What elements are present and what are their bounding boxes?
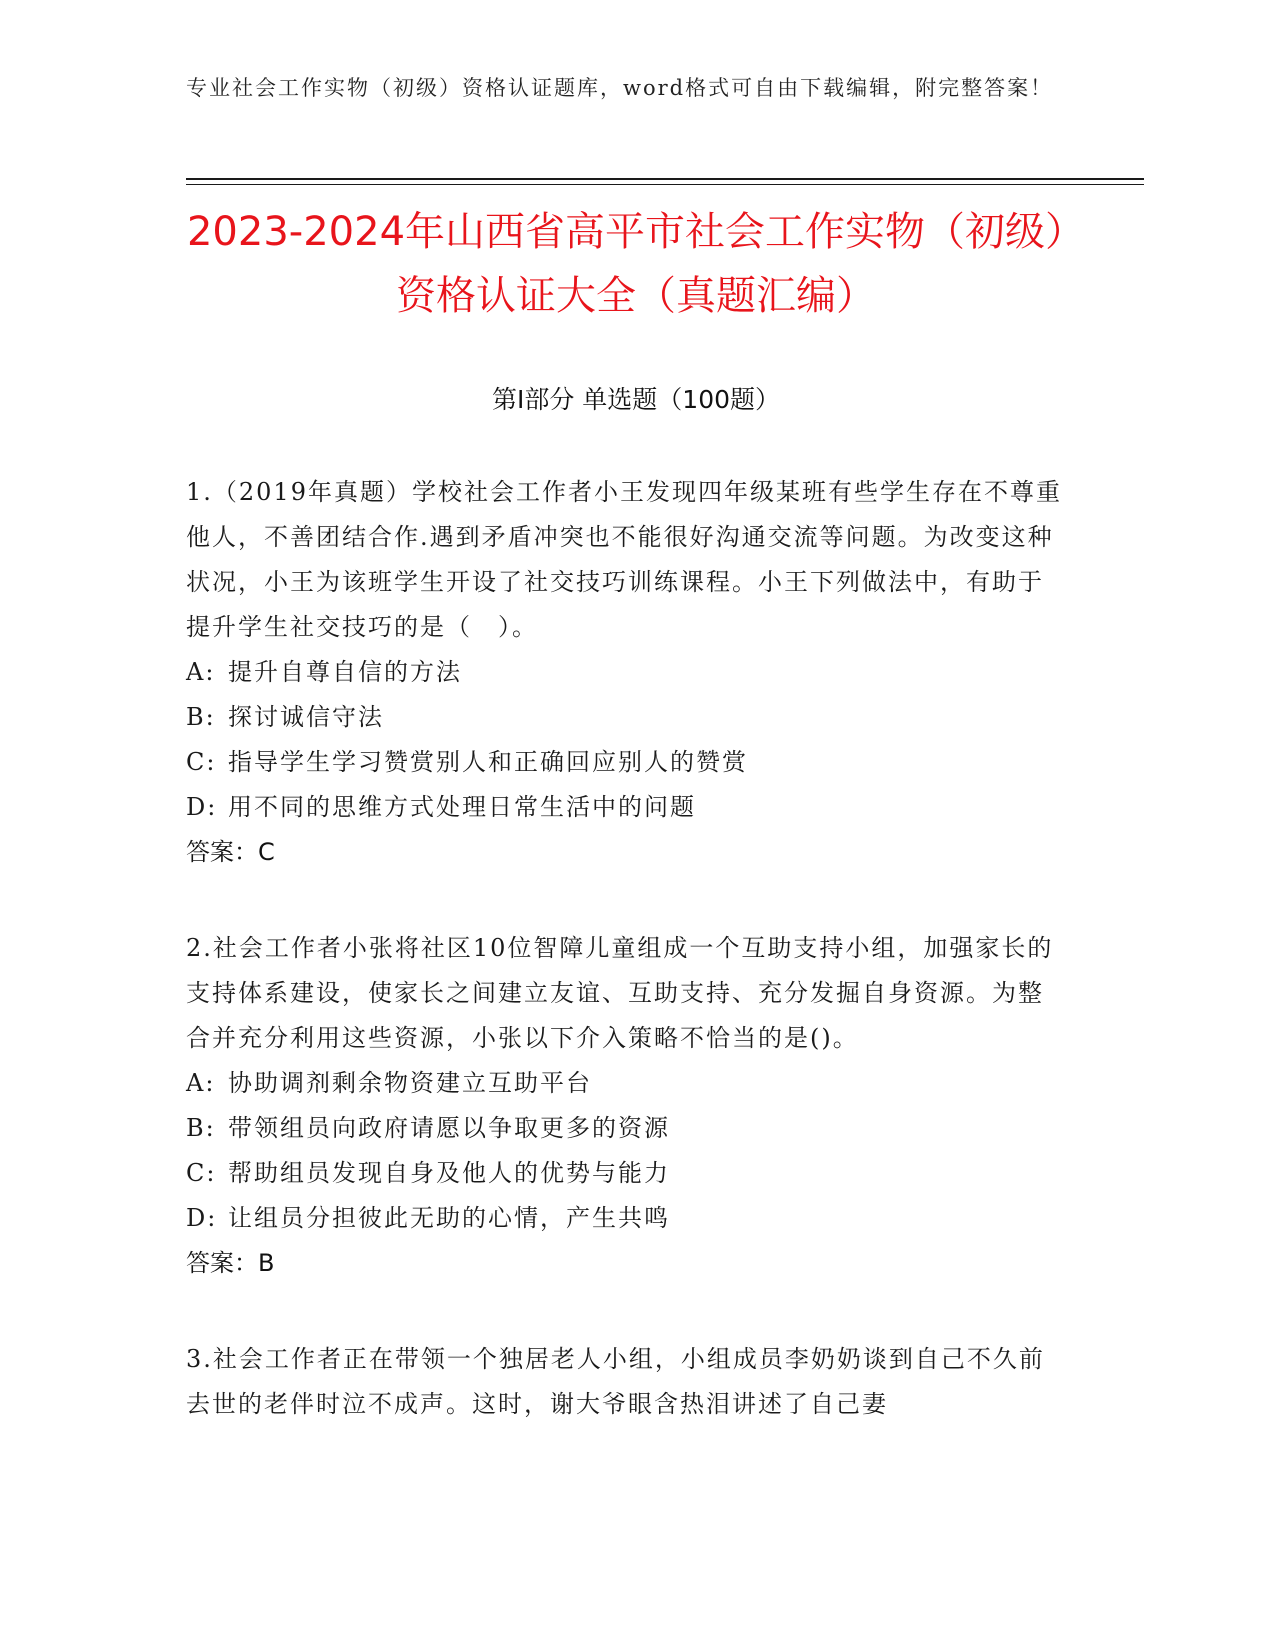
option-text: 用不同的思维方式处理日常生活中的问题 [228,793,696,821]
answer-line: 答案：B [186,1249,275,1277]
header-divider-thin [186,184,1144,185]
option-c [186,740,1066,785]
option-b [186,695,1066,740]
question-2 [186,926,1066,1286]
option-text: 提升自尊自信的方法 [228,658,462,686]
question-stem: 1.（2019年真题）学校社会工作者小王发现四年级某班有些学生存在不尊重他人，不善团结合作.遇到矛盾冲突也不能很好沟通交流等问题。为改变这种状况，小王为该班学生开设了社交技巧训练课程。小王下列做法中，有助于提升学生社交技巧的是（ ）。 [186,478,1062,641]
question-stem: 2.社会工作者小张将社区10位智障儿童组成一个互助支持小组，加强家长的支持体系建设，使家长之间建立友谊、互助支持、充分发掘自身资源。为整合并充分利用这些资源，小张以下介入策略不恰当的是()。 [186,934,1054,1052]
option-c [186,1151,1066,1196]
option-b [186,1106,1066,1151]
question-3 [186,1337,1066,1427]
document-title: 2023-2024年山西省高平市社会工作实物（初级）资格认证大全（真题汇编） [186,209,1086,319]
question-list [186,470,1066,1478]
question-1 [186,470,1066,875]
option-letter: C: [186,1159,217,1187]
option-letter: C: [186,748,217,776]
answer-line: 答案：C [186,838,275,866]
option-letter: B: [186,1114,216,1142]
option-d [186,1196,1066,1241]
option-letter: D: [186,1204,218,1232]
option-text: 让组员分担彼此无助的心情，产生共鸣 [228,1204,670,1232]
option-text: 带领组员向政府请愿以争取更多的资源 [228,1114,670,1142]
header-divider-thick [186,178,1144,180]
option-text: 指导学生学习赞赏别人和正确回应别人的赞赏 [228,748,748,776]
option-text: 探讨诚信守法 [228,703,384,731]
header-note: 专业社会工作实物（初级）资格认证题库，word格式可自由下载编辑，附完整答案！ [186,76,1054,100]
option-a [186,650,1066,695]
option-letter: A: [186,1069,216,1097]
question-stem: 3.社会工作者正在带领一个独居老人小组，小组成员李奶奶谈到自己不久前去世的老伴时泣不成声。这时，谢大爷眼含热泪讲述了自己妻 [186,1345,1045,1418]
option-d [186,785,1066,830]
option-letter: B: [186,703,216,731]
option-letter: A: [186,658,216,686]
option-text: 协助调剂剩余物资建立互助平台 [228,1069,592,1097]
option-letter: D: [186,793,218,821]
section-title: 第Ⅰ部分 单选题（100题） [491,385,781,414]
option-a [186,1061,1066,1106]
option-text: 帮助组员发现自身及他人的优势与能力 [228,1159,670,1187]
